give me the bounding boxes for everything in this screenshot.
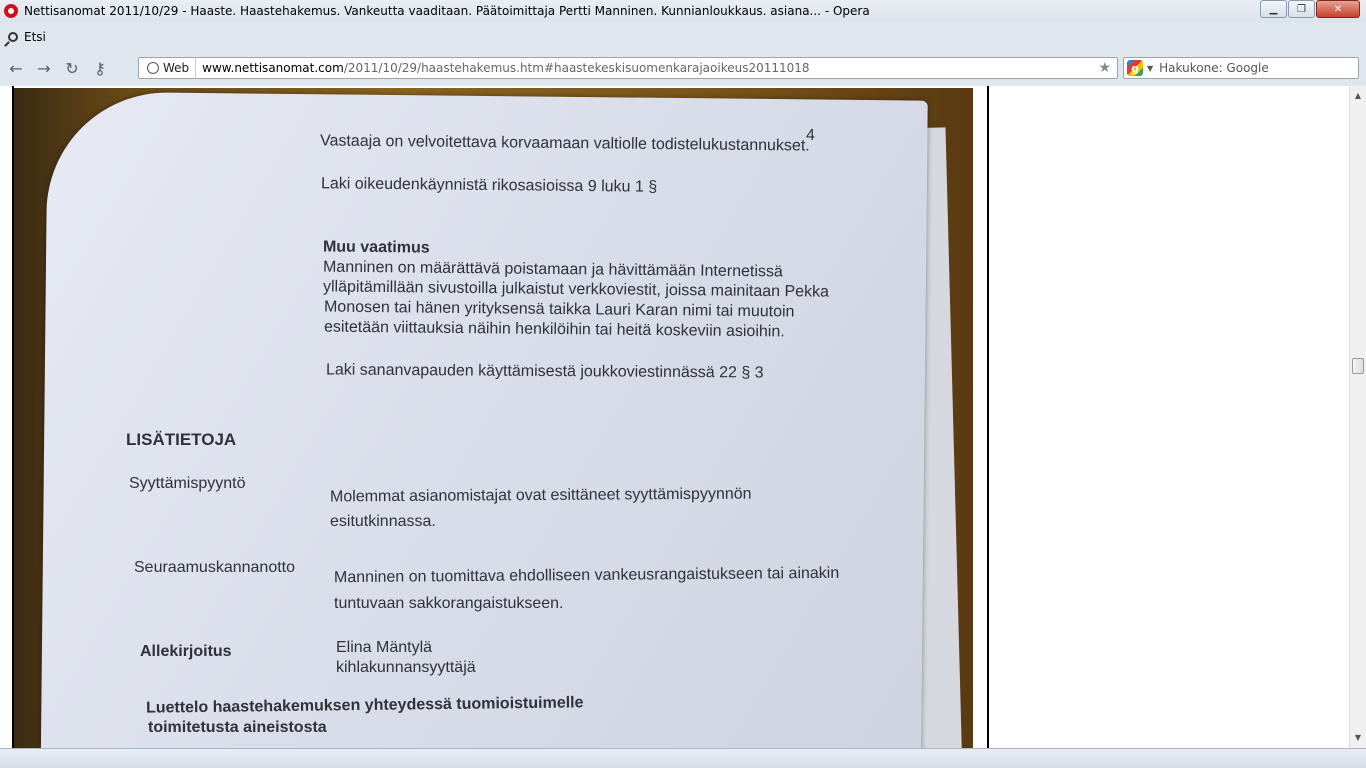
law-reference: Laki sananvapauden käyttämisestä joukkoviestinnässä 22 § 3 [325,361,764,382]
reload-button[interactable] [60,58,84,80]
key-icon: ⚷ [94,59,106,78]
seuraamus-line-1: Manninen on tuomittava ehdolliseen vankeusrangaistukseen tai ainakin [333,564,840,587]
muu-line-3: Monosen tai hänen yrityksensä taikka Lauri Karan nimi tai muutoin [323,298,795,321]
close-button[interactable]: ✕ [1316,0,1360,18]
doc-line-1: Vastaaja on velvoitettava korvaamaan valtiolle todistelukustannukset. [319,132,810,155]
window-controls [1259,0,1360,18]
address-bar[interactable] [138,57,1118,79]
search-engine-placeholder[interactable]: Hakukone: Google [1159,61,1269,75]
minimize-button[interactable]: ▁ [1260,0,1287,18]
etsi-label: Etsi [24,30,46,44]
seuraamus-line-2: tuntuvaan sakkorangaistukseen. [334,595,564,612]
status-bar [0,748,1366,768]
signer-title: kihlakunnansyyttäjä [336,659,476,676]
luettelo-line-1: Luettelo haastehakemuksen yhteydessä tuomioistuimelle [145,694,584,717]
url-host: www.nettisanomat.com [202,61,344,75]
address-mode-label: Web [163,61,190,75]
syyttamispyynto-label: Syyttämispyyntö [129,475,246,492]
vertical-scrollbar[interactable] [1349,86,1366,748]
forward-arrow-icon: → [37,59,51,78]
forward-button[interactable] [32,58,56,80]
globe-icon [147,62,159,74]
right-divider [987,86,989,748]
page-content [0,86,1366,748]
muu-line-4: esitetään viittauksia näihin henkilöihin tai heitä koskeviin asioihin. [323,318,785,341]
signer-name: Elina Mäntylä [336,639,433,656]
address-mode-badge[interactable] [139,58,196,78]
wand-button[interactable] [88,58,112,80]
scroll-down-icon[interactable]: ▼ [1354,733,1362,742]
luettelo-line-2: toimitetusta aineistosta [148,719,327,736]
allekirjoitus-label: Allekirjoitus [140,643,232,660]
seuraamus-label: Seuraamuskannanotto [134,559,295,576]
muu-line-2: ylläpitämillään sivustoilla julkaistut verkkoviestit, joissa mainitaan Pekka [322,278,830,301]
back-button[interactable] [4,58,28,80]
opera-logo-icon [4,4,18,18]
url-path: /2011/10/29/haastehakemus.htm#haastekeskisuomenkarajaoikeus20111018 [343,61,810,75]
chevron-down-icon[interactable]: ▼ [1147,63,1154,73]
muu-heading: Muu vaatimus [322,238,430,257]
syyttamispyynto-line-2: esitutkinnassa. [330,513,436,530]
back-arrow-icon: ← [9,59,23,78]
search-toolbar [0,26,1366,48]
document-photo [14,88,973,748]
etsi-button[interactable] [8,30,46,44]
search-icon [8,32,18,42]
window-title: Nettisanomat 2011/10/29 - Haaste. Haastehakemus. Vankeutta vaaditaan. Päätoimittaja Pertti Manninen. Kunnianloukkaus. asiana... - Opera [24,4,870,18]
maximize-button[interactable]: ❐ [1288,0,1315,18]
navigation-bar [0,55,1366,82]
muu-line-1: Manninen on määrättävä poistamaan ja hävittämään Internetissä [322,258,783,281]
syyttamispyynto-line-1: Molemmat asianomistajat ovat esittäneet syyttämispyynnön [329,485,752,506]
scroll-up-icon[interactable]: ▲ [1354,91,1362,100]
reload-icon: ↻ [65,59,79,78]
lisatietoja-heading: LISÄTIETOJA [126,430,237,449]
scroll-thumb[interactable] [1352,358,1364,374]
page-number: 4 [806,127,815,144]
title-bar [0,0,1366,22]
bookmark-star-icon[interactable]: ★ [1098,60,1111,76]
doc-line-2: Laki oikeudenkäynnistä rikosasioissa 9 luku 1 § [320,175,658,196]
address-url[interactable] [196,61,1117,75]
left-margin [0,86,14,748]
google-icon[interactable]: g [1127,60,1143,76]
search-engine-box[interactable] [1123,57,1359,79]
